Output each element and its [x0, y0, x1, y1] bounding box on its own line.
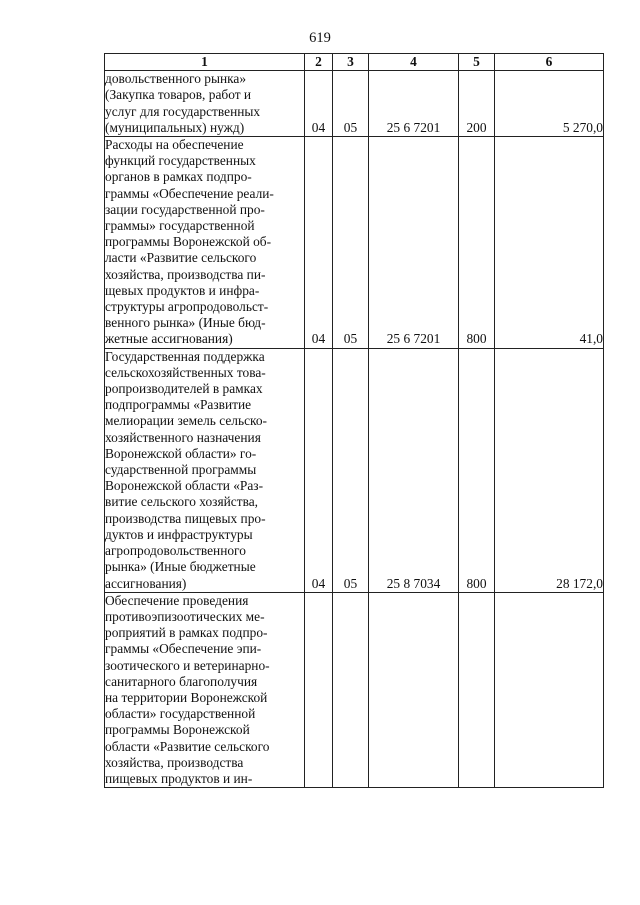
description-line: мелиорации земель сельско-	[105, 413, 267, 429]
subsection-cell: 05	[333, 71, 369, 137]
description-line: Обеспечение проведения	[105, 592, 249, 608]
description-line: довольственного рынка»	[105, 71, 247, 87]
description-cell	[105, 71, 305, 137]
description-cell	[105, 592, 305, 787]
target-article-cell: 25 6 7201	[369, 71, 459, 137]
budget-table	[104, 53, 604, 788]
description-line: хозяйства, производства пи-	[105, 266, 266, 282]
description-line: щевых продуктов и инфра-	[105, 282, 260, 298]
description-line: граммы» государственной	[105, 218, 255, 234]
description-line: хозяйственного назначения	[105, 429, 261, 445]
description-line: агропродовольственного	[105, 543, 246, 559]
description-line: на территории Воронежской	[105, 689, 268, 705]
description-line: ропроизводителей в рамках	[105, 381, 263, 397]
description-cell	[105, 348, 305, 592]
description-line: программы Воронежской	[105, 722, 250, 738]
expense-type-cell: 800	[459, 348, 495, 592]
header-cell: 4	[369, 54, 459, 71]
header-cell: 1	[105, 54, 305, 71]
table-row	[105, 348, 604, 592]
description-line: граммы «Обеспечение эпи-	[105, 641, 262, 657]
subsection-cell	[333, 592, 369, 787]
description-line: граммы «Обеспечение реали-	[105, 185, 274, 201]
description-line: зоотического и ветеринарно-	[105, 657, 270, 673]
description-line: сельскохозяйственных това-	[105, 364, 266, 380]
description-line: рынка» (Иные бюджетные	[105, 559, 256, 575]
header-cell: 5	[459, 54, 495, 71]
description-line: жетные ассигнования)	[105, 331, 233, 347]
description-line: сударственной программы	[105, 462, 257, 478]
description-line: ассигнования)	[105, 575, 187, 591]
description-line: программы Воронежской об-	[105, 234, 272, 250]
description-line: услуг для государственных	[105, 103, 261, 119]
target-article-cell	[369, 592, 459, 787]
section-cell: 04	[305, 348, 333, 592]
description-line: функций государственных	[105, 153, 256, 169]
description-line: пищевых продуктов и ин-	[105, 770, 253, 786]
description-line: санитарного благополучия	[105, 673, 258, 689]
section-cell: 04	[305, 71, 333, 137]
description-line: противоэпизоотических ме-	[105, 608, 265, 624]
header-cell: 3	[333, 54, 369, 71]
description-cell	[105, 137, 305, 349]
description-line: Расходы на обеспечение	[105, 137, 244, 153]
page-number: 619	[309, 30, 331, 46]
description-line: органов в рамках подпро-	[105, 169, 252, 185]
expense-type-cell	[459, 592, 495, 787]
description-line: Воронежской области «Раз-	[105, 478, 264, 494]
amount-cell: 41,0	[495, 137, 604, 349]
subsection-cell: 05	[333, 137, 369, 349]
amount-cell: 28 172,0	[495, 348, 604, 592]
description-line: венного рынка» (Иные бюд-	[105, 315, 266, 331]
target-article-cell: 25 8 7034	[369, 348, 459, 592]
description-line: роприятий в рамках подпро-	[105, 625, 268, 641]
header-row	[105, 54, 604, 71]
description-line: дуктов и инфраструктуры	[105, 526, 253, 542]
description-line: (муниципальных) нужд)	[105, 119, 245, 135]
amount-cell: 5 270,0	[495, 71, 604, 137]
target-article-cell: 25 6 7201	[369, 137, 459, 349]
description-line: (Закупка товаров, работ и	[105, 87, 252, 103]
description-line: зации государственной про-	[105, 201, 265, 217]
subsection-cell: 05	[333, 348, 369, 592]
description-line: структуры агропродовольст-	[105, 299, 269, 315]
expense-type-cell: 800	[459, 137, 495, 349]
section-cell	[305, 592, 333, 787]
description-line: Государственная поддержка	[105, 348, 265, 364]
header-cell: 2	[305, 54, 333, 71]
description-line: области «Развитие сельского	[105, 738, 270, 754]
table-row	[105, 137, 604, 349]
header-cell: 6	[495, 54, 604, 71]
amount-cell	[495, 592, 604, 787]
section-cell: 04	[305, 137, 333, 349]
description-line: Воронежской области» го-	[105, 445, 257, 461]
table-row	[105, 592, 604, 787]
description-line: ласти «Развитие сельского	[105, 250, 257, 266]
description-line: подпрограммы «Развитие	[105, 397, 252, 413]
description-line: области» государственной	[105, 706, 256, 722]
description-line: производства пищевых про-	[105, 510, 266, 526]
table-row	[105, 71, 604, 137]
description-line: витие сельского хозяйства,	[105, 494, 259, 510]
expense-type-cell: 200	[459, 71, 495, 137]
description-line: хозяйства, производства	[105, 754, 244, 770]
